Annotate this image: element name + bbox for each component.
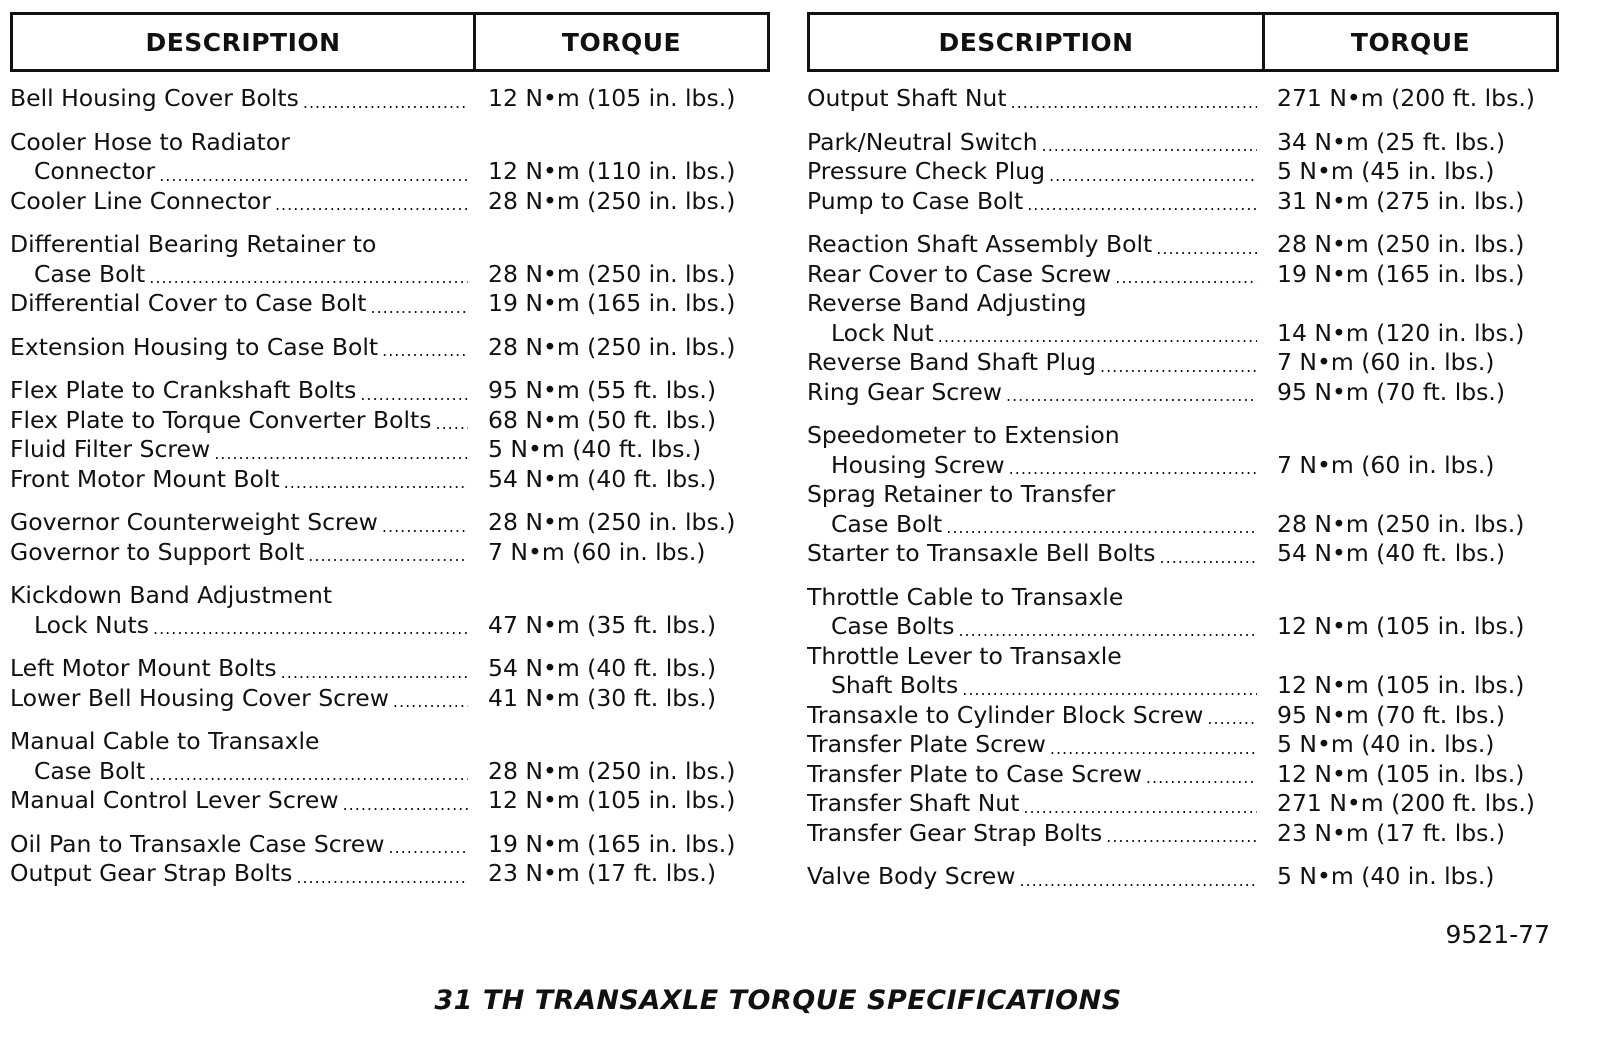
description-cell — [807, 789, 1257, 819]
dot-leader — [962, 679, 1257, 701]
description-text: Governor Counterweight Screw — [10, 508, 378, 536]
description-cell — [10, 230, 468, 289]
table-row — [807, 730, 1559, 760]
table-row — [10, 859, 770, 889]
table-row — [10, 289, 770, 319]
description-cell — [807, 701, 1257, 731]
dot-leader — [370, 297, 468, 319]
description-line — [10, 538, 468, 568]
description-cell — [807, 187, 1257, 217]
torque-value: 95 N•m (70 ft. lbs.) — [1277, 700, 1506, 729]
description-text: Fluid Filter Screw — [10, 435, 211, 463]
description-text: Oil Pan to Transaxle Case Screw — [10, 829, 385, 858]
description-text: Throttle Cable to Transaxle — [807, 582, 1124, 611]
description-text: Reaction Shaft Assembly Bolt — [807, 230, 1153, 258]
table-row — [10, 406, 770, 436]
dot-leader — [1049, 165, 1257, 187]
description-line — [10, 786, 468, 816]
description-line — [10, 581, 468, 611]
torque-value: 7 N•m (60 in. lbs.) — [1277, 348, 1495, 376]
table-row — [10, 727, 770, 786]
description-line — [10, 684, 468, 714]
table-row — [10, 333, 770, 363]
table-row — [10, 187, 770, 217]
torque-value: 54 N•m (40 ft. lbs.) — [488, 654, 717, 682]
dot-leader — [284, 472, 468, 494]
table-row — [807, 701, 1559, 731]
torque-value: 31 N•m (275 in. lbs.) — [1277, 186, 1525, 215]
description-line — [10, 333, 468, 363]
description-text: Differential Cover to Case Bolt — [10, 289, 367, 317]
dot-leader — [149, 267, 468, 289]
table-row — [807, 583, 1559, 642]
description-cell — [807, 480, 1257, 539]
description-text: Manual Cable to Transaxle — [10, 727, 320, 755]
description-line — [10, 376, 468, 406]
dot-leader — [436, 413, 469, 435]
description-line — [10, 508, 468, 538]
torque-value: 12 N•m (105 in. lbs.) — [1277, 759, 1525, 788]
torque-value: 23 N•m (17 ft. lbs.) — [488, 859, 717, 887]
dot-leader — [360, 384, 468, 406]
dot-leader — [1023, 797, 1257, 819]
description-cell — [807, 289, 1257, 348]
table-row — [10, 538, 770, 568]
description-text: Transaxle to Cylinder Block Screw — [807, 700, 1204, 729]
table-row — [807, 378, 1559, 408]
description-text: Transfer Plate to Case Screw — [807, 759, 1142, 788]
torque-value: 271 N•m (200 ft. lbs.) — [1277, 789, 1535, 817]
description-text: Connector — [34, 157, 156, 185]
dot-leader — [1156, 238, 1257, 260]
description-text: Case Bolts — [831, 612, 955, 640]
torque-value: 19 N•m (165 in. lbs.) — [488, 829, 736, 858]
dot-leader — [1160, 547, 1257, 569]
torque-value: 12 N•m (110 in. lbs.) — [488, 157, 736, 185]
torque-value: 271 N•m (200 ft. lbs.) — [1277, 84, 1535, 112]
torque-value: 12 N•m (105 in. lbs.) — [488, 84, 736, 112]
table-row — [807, 539, 1559, 569]
description-line — [10, 611, 468, 641]
dot-leader — [159, 165, 468, 187]
torque-table-right — [807, 12, 1559, 892]
dot-leader — [1207, 708, 1257, 730]
table-row — [10, 435, 770, 465]
description-text: Cooler Line Connector — [10, 186, 271, 215]
dot-leader — [1106, 826, 1257, 848]
description-cell — [807, 730, 1257, 760]
description-cell — [10, 333, 468, 363]
description-line — [807, 378, 1257, 408]
table-row — [10, 128, 770, 187]
description-line — [10, 289, 468, 319]
table-row — [10, 830, 770, 860]
description-line — [807, 539, 1257, 569]
description-line — [10, 157, 468, 187]
description-cell — [10, 684, 468, 714]
description-cell — [807, 862, 1257, 892]
description-text: Starter to Transaxle Bell Bolts — [807, 539, 1156, 567]
description-text: Shaft Bolts — [831, 671, 959, 699]
dot-leader — [393, 691, 468, 713]
description-cell — [807, 539, 1257, 569]
table-body — [807, 84, 1559, 892]
torque-value: 28 N•m (250 in. lbs.) — [488, 508, 736, 536]
torque-value: 28 N•m (250 in. lbs.) — [1277, 230, 1525, 258]
torque-value: 95 N•m (70 ft. lbs.) — [1277, 377, 1506, 406]
description-cell — [807, 157, 1257, 187]
description-cell — [10, 727, 468, 786]
torque-value: 68 N•m (50 ft. lbs.) — [488, 405, 717, 434]
torque-value: 28 N•m (250 in. lbs.) — [1277, 509, 1525, 538]
description-cell — [10, 581, 468, 640]
torque-value: 12 N•m (105 in. lbs.) — [488, 786, 736, 814]
page-caption: 31 TH TRANSAXLE TORQUE SPECIFICATIONS — [434, 985, 1122, 1016]
header-description: DESCRIPTION — [810, 15, 1265, 69]
description-text: Pressure Check Plug — [807, 157, 1046, 185]
torque-value: 19 N•m (165 in. lbs.) — [488, 289, 736, 317]
description-line — [807, 701, 1257, 731]
dot-leader — [214, 443, 468, 465]
description-line — [10, 230, 468, 260]
description-text: Manual Control Lever Screw — [10, 786, 339, 814]
description-text: Pump to Case Bolt — [807, 186, 1024, 215]
dot-leader — [303, 92, 468, 114]
torque-value: 28 N•m (250 in. lbs.) — [488, 756, 736, 785]
torque-value: 5 N•m (40 in. lbs.) — [1277, 862, 1495, 890]
table-row — [807, 157, 1559, 187]
description-line — [807, 421, 1257, 451]
description-text: Flex Plate to Crankshaft Bolts — [10, 376, 357, 404]
description-text: Transfer Plate Screw — [807, 730, 1046, 758]
description-text: Kickdown Band Adjustment — [10, 581, 333, 609]
description-line — [807, 187, 1257, 217]
table-row — [807, 480, 1559, 539]
description-text: Speedometer to Extension — [807, 421, 1120, 449]
description-cell — [10, 128, 468, 187]
description-text: Case Bolt — [34, 756, 146, 785]
torque-value: 28 N•m (250 in. lbs.) — [488, 332, 736, 361]
torque-value: 5 N•m (40 ft. lbs.) — [488, 435, 702, 463]
table-header — [807, 12, 1559, 72]
table-body — [10, 84, 770, 889]
description-cell — [807, 128, 1257, 158]
dot-leader — [1146, 767, 1257, 789]
description-text: Case Bolt — [34, 259, 146, 288]
description-text: Transfer Gear Strap Bolts — [807, 818, 1103, 847]
description-text: Reverse Band Shaft Plug — [807, 348, 1096, 376]
table-row — [807, 289, 1559, 348]
description-text: Transfer Shaft Nut — [807, 789, 1020, 817]
description-line — [10, 260, 468, 290]
description-cell — [807, 819, 1257, 849]
description-cell — [10, 84, 468, 114]
header-torque: TORQUE — [1350, 27, 1471, 57]
description-text: Cooler Hose to Radiator — [10, 127, 290, 156]
description-text: Ring Gear Screw — [807, 377, 1002, 406]
header-torque: TORQUE — [561, 27, 682, 57]
table-row — [807, 862, 1559, 892]
description-line — [807, 260, 1257, 290]
table-row — [10, 465, 770, 495]
table-row — [10, 84, 770, 114]
description-line — [807, 730, 1257, 760]
table-row — [807, 760, 1559, 790]
table-row — [807, 128, 1559, 158]
description-line — [807, 128, 1257, 158]
torque-value: 47 N•m (35 ft. lbs.) — [488, 610, 717, 639]
description-cell — [807, 421, 1257, 480]
table-row — [10, 508, 770, 538]
description-text: Left Motor Mount Bolts — [10, 654, 277, 682]
torque-value: 7 N•m (60 in. lbs.) — [1277, 450, 1495, 479]
description-text: Throttle Lever to Transaxle — [807, 641, 1122, 670]
dot-leader — [1006, 385, 1257, 407]
torque-value: 34 N•m (25 ft. lbs.) — [1277, 127, 1506, 156]
torque-value: 23 N•m (17 ft. lbs.) — [1277, 818, 1506, 847]
torque-value: 5 N•m (45 in. lbs.) — [1277, 157, 1495, 185]
torque-value: 12 N•m (105 in. lbs.) — [1277, 671, 1525, 699]
description-line — [807, 583, 1257, 613]
description-text: Sprag Retainer to Transfer — [807, 480, 1116, 508]
description-cell — [10, 435, 468, 465]
figure-id: 9521-77 — [1445, 920, 1550, 949]
table-row — [807, 642, 1559, 701]
dot-leader — [946, 517, 1257, 539]
torque-value: 19 N•m (165 in. lbs.) — [1277, 259, 1525, 288]
description-text: Front Motor Mount Bolt — [10, 464, 280, 493]
description-line — [10, 406, 468, 436]
dot-leader — [388, 837, 468, 859]
table-row — [807, 819, 1559, 849]
description-text: Flex Plate to Torque Converter Bolts — [10, 405, 432, 434]
dot-leader — [296, 867, 468, 889]
description-line — [807, 319, 1257, 349]
dot-leader — [1019, 870, 1257, 892]
description-line — [807, 819, 1257, 849]
dot-leader — [1042, 135, 1257, 157]
description-cell — [10, 465, 468, 495]
table-row — [10, 786, 770, 816]
dot-leader — [149, 764, 468, 786]
description-line — [807, 157, 1257, 187]
description-text: Valve Body Screw — [807, 862, 1016, 890]
description-text: Extension Housing to Case Bolt — [10, 332, 379, 361]
torque-value: 14 N•m (120 in. lbs.) — [1277, 318, 1525, 347]
description-line — [807, 451, 1257, 481]
table-row — [807, 230, 1559, 260]
dot-leader — [1027, 194, 1257, 216]
table-row — [10, 230, 770, 289]
description-text: Reverse Band Adjusting — [807, 289, 1087, 317]
torque-value: 12 N•m (105 in. lbs.) — [1277, 612, 1525, 640]
description-text: Housing Screw — [831, 450, 1005, 479]
description-line — [10, 830, 468, 860]
description-line — [807, 84, 1257, 114]
dot-leader — [1009, 458, 1257, 480]
dot-leader — [1011, 92, 1257, 114]
table-row — [10, 654, 770, 684]
description-line — [807, 480, 1257, 510]
description-text: Rear Cover to Case Screw — [807, 259, 1112, 288]
dot-leader — [1115, 267, 1257, 289]
torque-value: 7 N•m (60 in. lbs.) — [488, 537, 706, 566]
dot-leader — [382, 340, 468, 362]
dot-leader — [275, 194, 468, 216]
dot-leader — [938, 326, 1257, 348]
description-cell — [807, 260, 1257, 290]
torque-value: 54 N•m (40 ft. lbs.) — [1277, 539, 1506, 567]
description-line — [807, 862, 1257, 892]
table-header — [10, 12, 770, 72]
description-line — [807, 612, 1257, 642]
torque-value: 54 N•m (40 ft. lbs.) — [488, 464, 717, 493]
torque-value: 28 N•m (250 in. lbs.) — [488, 186, 736, 215]
description-line — [10, 187, 468, 217]
description-cell — [807, 583, 1257, 642]
description-line — [807, 289, 1257, 319]
description-line — [807, 789, 1257, 819]
description-line — [10, 435, 468, 465]
description-line — [10, 84, 468, 114]
description-text: Lower Bell Housing Cover Screw — [10, 683, 389, 712]
description-text: Differential Bearing Retainer to — [10, 230, 377, 258]
dot-leader — [1050, 738, 1257, 760]
description-line — [807, 230, 1257, 260]
description-cell — [10, 187, 468, 217]
description-text: Lock Nuts — [34, 610, 149, 639]
description-cell — [10, 654, 468, 684]
description-cell — [10, 859, 468, 889]
description-cell — [10, 289, 468, 319]
dot-leader — [308, 545, 468, 567]
dot-leader — [153, 618, 468, 640]
torque-value: 5 N•m (40 in. lbs.) — [1277, 730, 1495, 758]
table-row — [807, 348, 1559, 378]
description-line — [10, 465, 468, 495]
description-cell — [807, 230, 1257, 260]
description-cell — [10, 376, 468, 406]
description-text: Output Gear Strap Bolts — [10, 859, 293, 887]
description-line — [807, 760, 1257, 790]
torque-value: 28 N•m (250 in. lbs.) — [488, 259, 736, 288]
table-row — [10, 376, 770, 406]
table-row — [807, 260, 1559, 290]
dot-leader — [382, 516, 468, 538]
table-row — [807, 789, 1559, 819]
description-text: Governor to Support Bolt — [10, 537, 305, 566]
description-cell — [807, 84, 1257, 114]
description-cell — [10, 538, 468, 568]
description-line — [10, 859, 468, 889]
description-text: Bell Housing Cover Bolts — [10, 84, 299, 112]
description-text: Case Bolt — [831, 509, 943, 538]
description-cell — [807, 642, 1257, 701]
torque-value: 95 N•m (55 ft. lbs.) — [488, 376, 717, 404]
description-line — [10, 128, 468, 158]
description-text: Output Shaft Nut — [807, 84, 1007, 112]
table-row — [807, 421, 1559, 480]
description-text: Park/Neutral Switch — [807, 127, 1038, 156]
description-line — [807, 642, 1257, 672]
description-line — [807, 510, 1257, 540]
description-cell — [10, 406, 468, 436]
dot-leader — [281, 662, 468, 684]
dot-leader — [343, 794, 468, 816]
dot-leader — [1100, 356, 1257, 378]
torque-value: 41 N•m (30 ft. lbs.) — [488, 683, 717, 712]
description-line — [10, 757, 468, 787]
description-cell — [807, 378, 1257, 408]
description-cell — [807, 760, 1257, 790]
table-row — [807, 187, 1559, 217]
table-row — [807, 84, 1559, 114]
description-cell — [10, 830, 468, 860]
description-line — [807, 671, 1257, 701]
description-line — [10, 654, 468, 684]
description-line — [807, 348, 1257, 378]
table-row — [10, 581, 770, 640]
header-description: DESCRIPTION — [13, 15, 476, 69]
table-row — [10, 684, 770, 714]
description-line — [10, 727, 468, 757]
description-cell — [807, 348, 1257, 378]
description-cell — [10, 508, 468, 538]
dot-leader — [958, 620, 1257, 642]
description-cell — [10, 786, 468, 816]
torque-table-left — [10, 12, 770, 889]
description-text: Lock Nut — [831, 318, 934, 347]
